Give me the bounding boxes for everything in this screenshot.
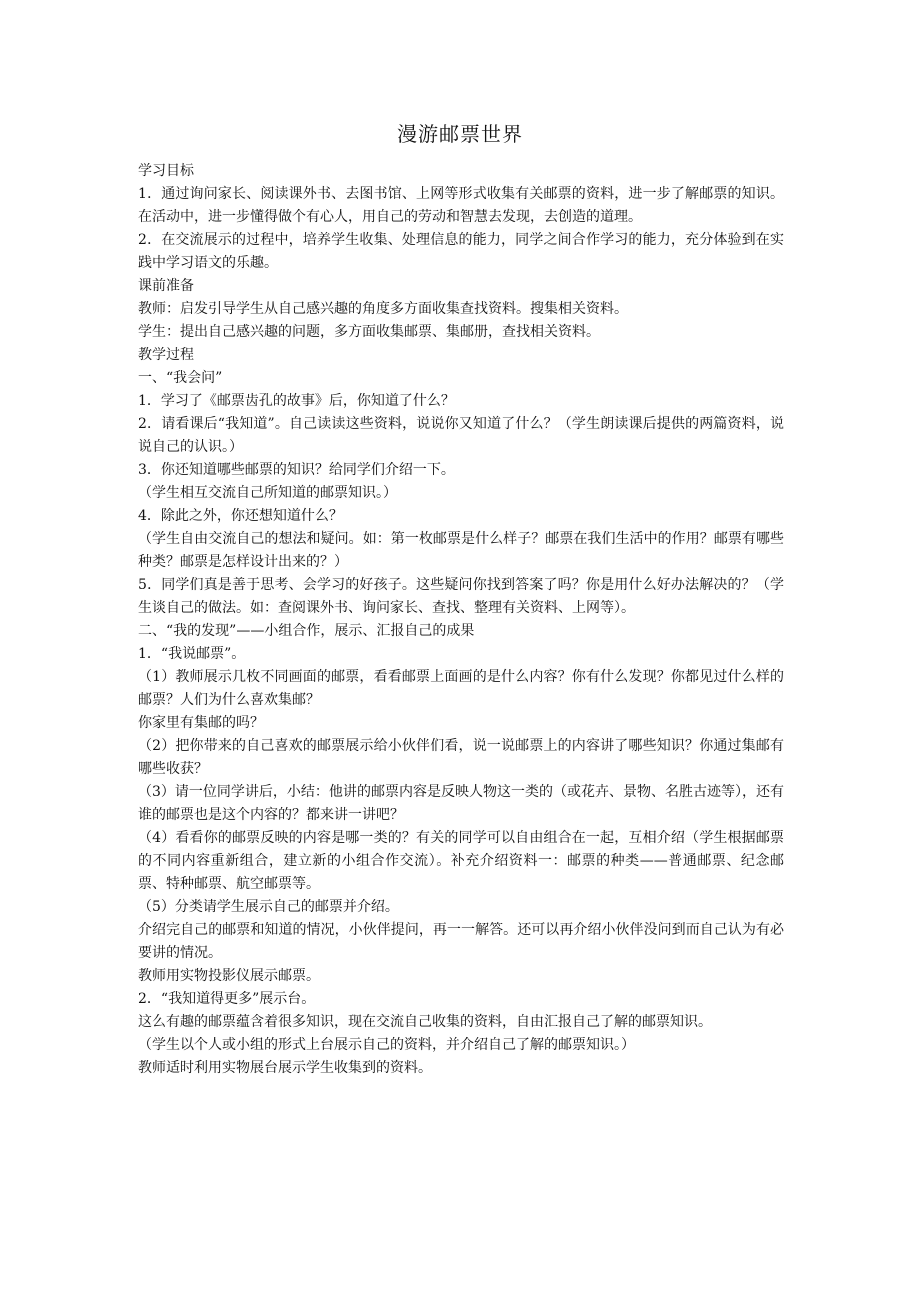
paragraph: （3）请一位同学讲后，小结：他讲的邮票内容是反映人物这一类的（或花卉、景物、名胜古迹等），还有谁的邮票也是这个内容的？都来讲一讲吧？ [138, 784, 784, 823]
paragraph: 2．请看课后“我知道”。自己读读这些资料，说说你又知道了什么？（学生朗读课后提供的两篇资料，说说自己的认识。） [138, 416, 784, 455]
paragraph: 1．通过询问家长、阅读课外书、去图书馆、上网等形式收集有关邮票的资料，进一步了解邮票的知识。在活动中，进一步懂得做个有心人，用自己的劳动和智慧去发现，去创造的道理。 [138, 186, 784, 225]
subheading: 一、“我会问” [138, 370, 223, 386]
paragraph: 教师：启发引导学生从自己感兴趣的角度多方面收集查找资料。搜集相关资料。 [138, 301, 628, 317]
paragraph: 1．“我说邮票”。 [138, 646, 246, 662]
paragraph: 你家里有集邮的吗？ [138, 715, 264, 731]
section-heading-process: 教学过程 [138, 347, 194, 363]
paragraph: （2）把你带来的自己喜欢的邮票展示给小伙伴们看，说一说邮票上的内容讲了哪些知识？你通过集邮有哪些收获？ [138, 738, 784, 777]
paragraph: 1．学习了《邮票齿孔的故事》后，你知道了什么？ [138, 393, 455, 409]
paragraph: （4）看看你的邮票反映的内容是哪一类的？有关的同学可以自由组合在一起，互相介绍（学生根据邮票的不同内容重新组合，建立新的小组合作交流）。补充介绍资料一：邮票的种类——普通邮票、纪念邮票、特种邮票、航空邮票等。 [138, 830, 784, 892]
document-body [138, 160, 784, 1080]
paragraph: 学生：提出自己感兴趣的问题，多方面收集邮票、集邮册，查找相关资料。 [138, 324, 600, 340]
paragraph: 这么有趣的邮票蕴含着很多知识，现在交流自己收集的资料，自由汇报自己了解的邮票知识。 [138, 1014, 712, 1030]
paragraph: 教师用实物投影仪展示邮票。 [138, 968, 320, 984]
subheading: 二、“我的发现”——小组合作，展示、汇报自己的成果 [138, 623, 475, 639]
paragraph: （学生相互交流自己所知道的邮票知识。） [138, 485, 397, 501]
paragraph: 介绍完自己的邮票和知道的情况，小伙伴提问，再一一解答。还可以再介绍小伙伴没问到而自己认为有必要讲的情况。 [138, 922, 784, 961]
section-heading-preparation: 课前准备 [138, 278, 194, 294]
paragraph: （1）教师展示几枚不同画面的邮票，看看邮票上面画的是什么内容？你有什么发现？你都见过什么样的邮票？人们为什么喜欢集邮？ [138, 669, 784, 708]
paragraph: 教师适时利用实物展台展示学生收集到的资料。 [138, 1060, 432, 1076]
paragraph: 3．你还知道哪些邮票的知识？给同学们介绍一下。 [138, 462, 455, 478]
paragraph: 5．同学们真是善于思考、会学习的好孩子。这些疑问你找到答案了吗？你是用什么好办法解决的？（学生谈自己的做法。如：查阅课外书、询问家长、查找、整理有关资料、上网等）。 [138, 577, 784, 616]
paragraph: （学生以个人或小组的形式上台展示自己的资料，并介绍自己了解的邮票知识。） [138, 1037, 635, 1053]
document-title: 漫游邮票世界 [397, 122, 523, 146]
paragraph: 4．除此之外，你还想知道什么？ [138, 508, 343, 524]
paragraph: 2．“我知道得更多”展示台。 [138, 991, 316, 1007]
section-heading-goals: 学习目标 [138, 163, 194, 179]
paragraph: （学生自由交流自己的想法和疑问。如：第一枚邮票是什么样子？邮票在我们生活中的作用？邮票有哪些种类？邮票是怎样设计出来的？） [138, 531, 784, 570]
paragraph: （5）分类请学生展示自己的邮票并介绍。 [138, 899, 399, 915]
paragraph: 2．在交流展示的过程中，培养学生收集、处理信息的能力，同学之间合作学习的能力，充分体验到在实践中学习语文的乐趣。 [138, 232, 784, 271]
